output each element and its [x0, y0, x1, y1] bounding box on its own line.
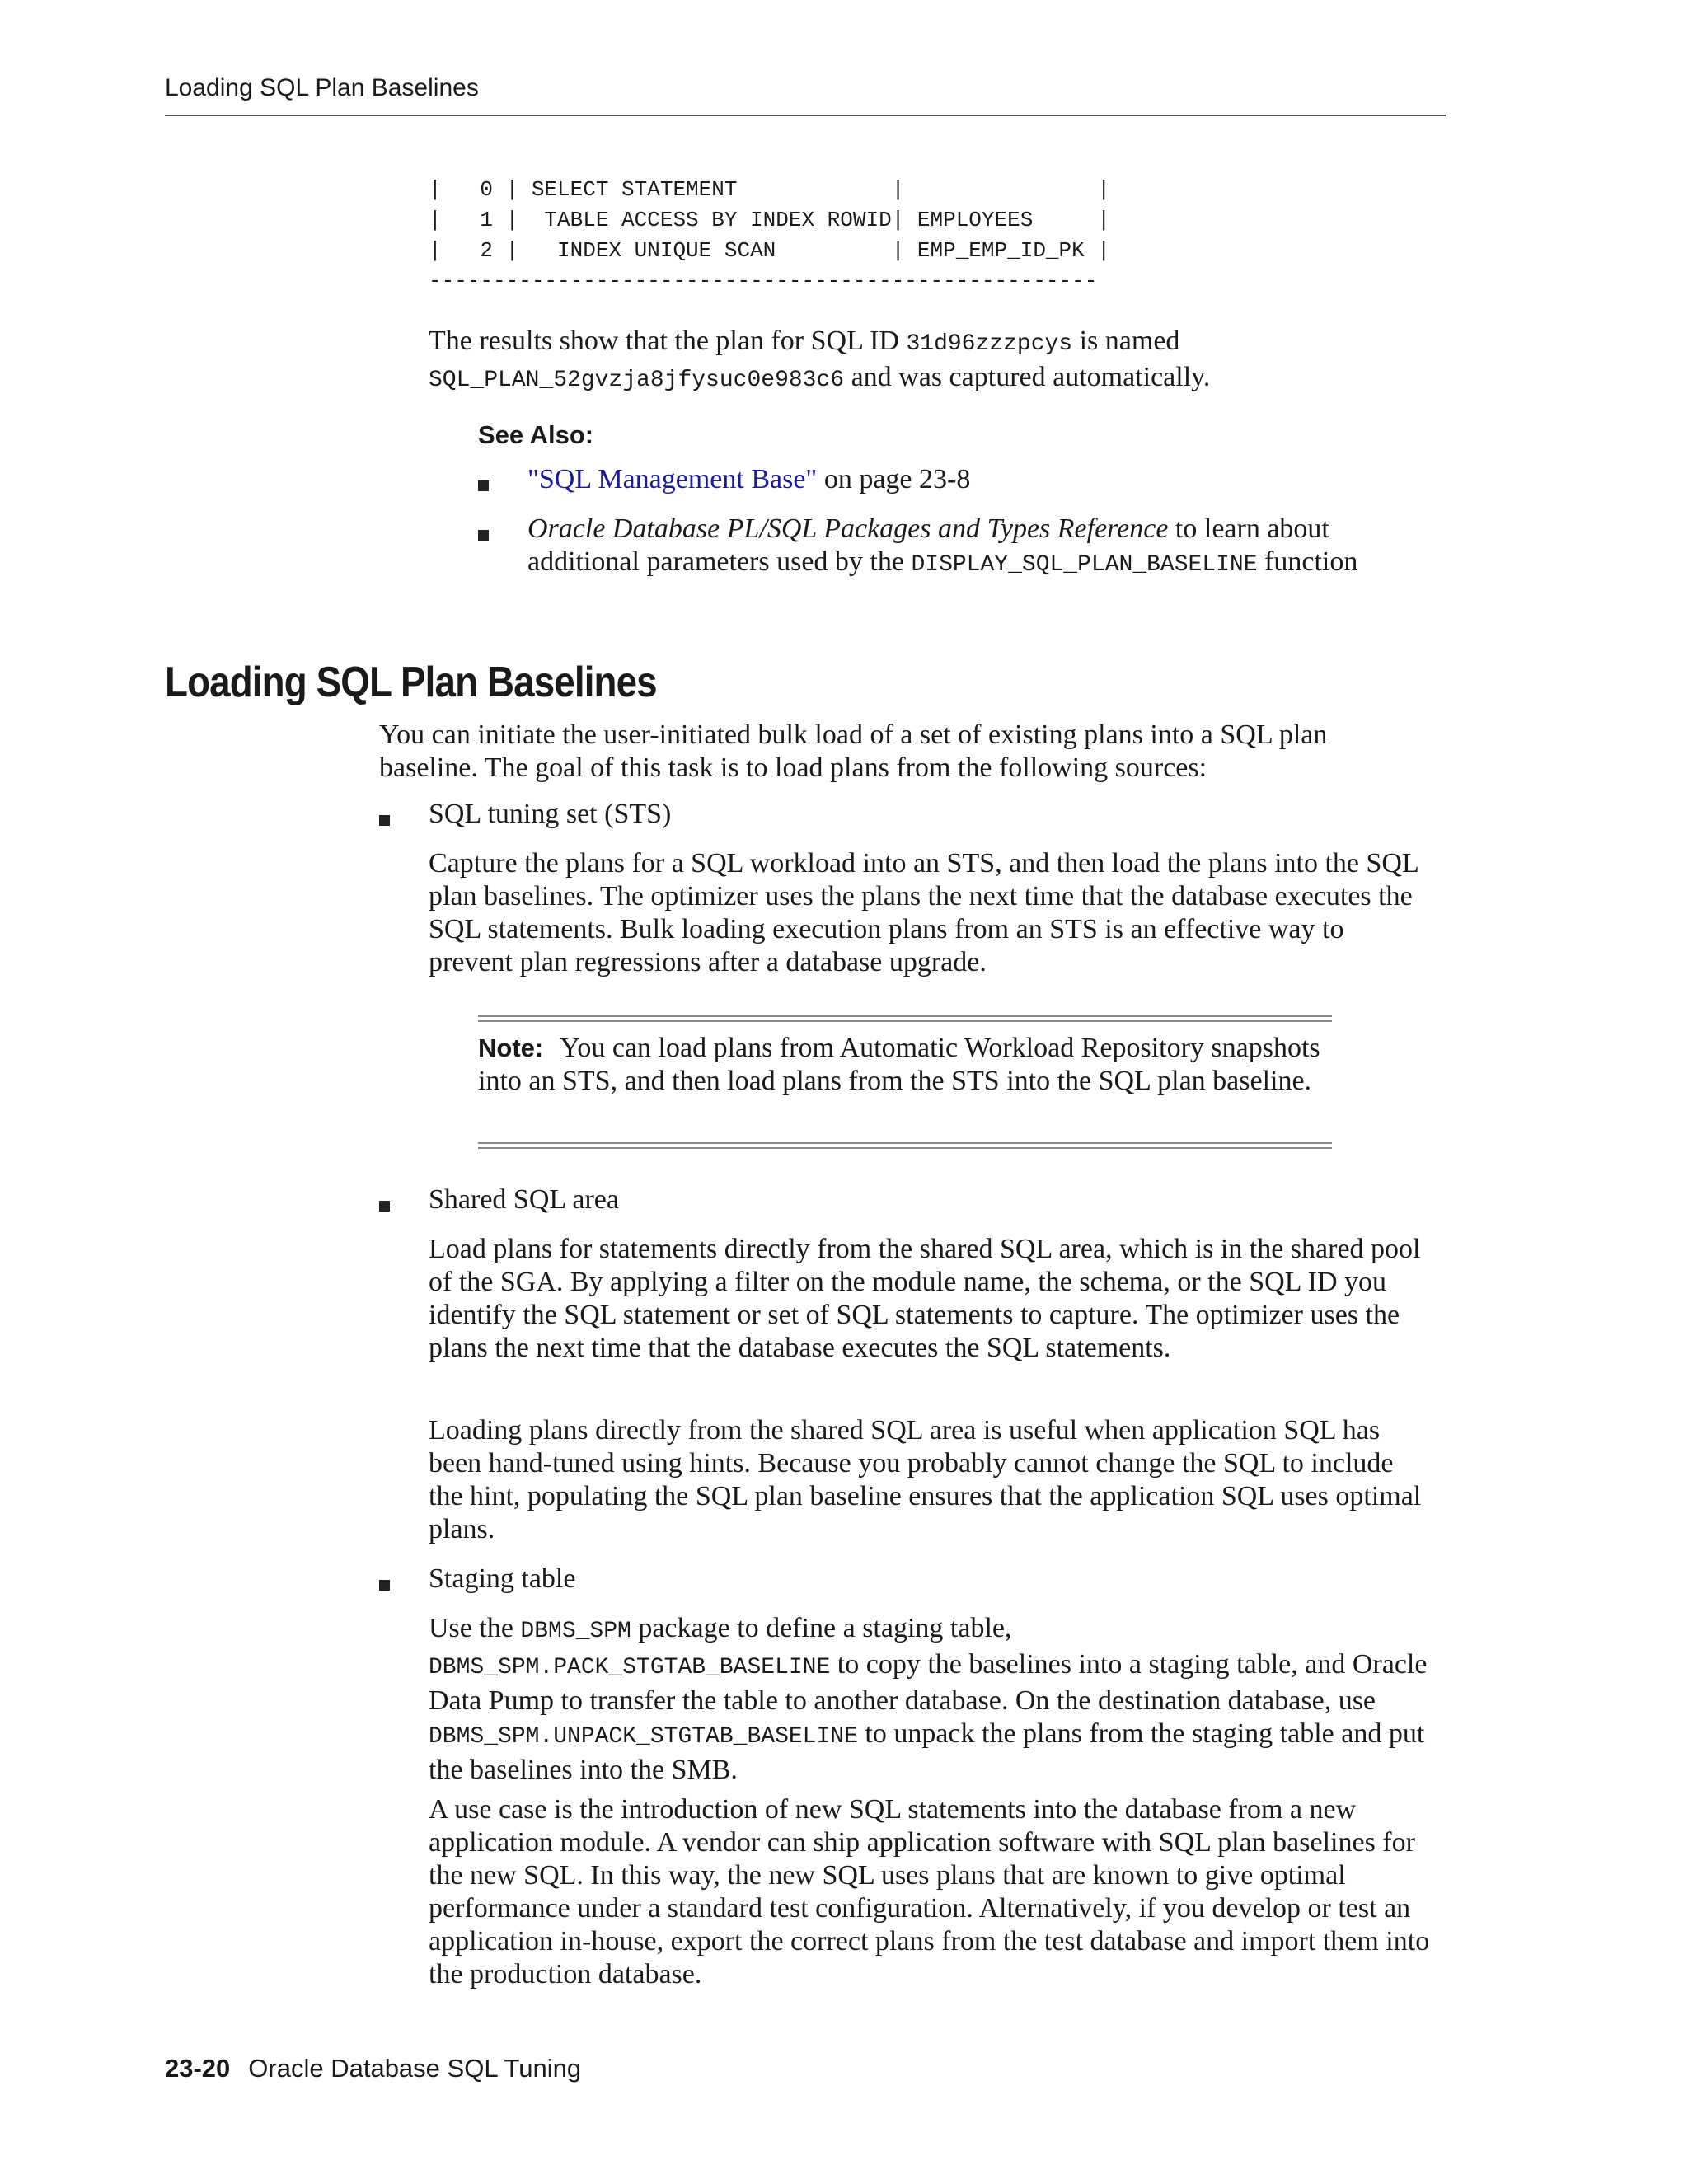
page-footer [165, 2054, 581, 2083]
staging-paragraph-2: A use case is the introduction of new SQL statements into the database from a new application module. A vendor can ship application software with SQL plan baselines for the new SQL. In this way, the new SQL uses plans that are known to give optimal performance under a standard test configuration. Alternatively, if you develop or test an application in-house, export the correct plans from the test database and import them into the production database. [429, 1794, 1430, 1990]
note-box [478, 1032, 1327, 1098]
execution-plan-table [429, 175, 1110, 297]
note-bottom-rule [478, 1142, 1332, 1149]
sql-management-base-link[interactable]: "SQL Management Base" [528, 464, 818, 494]
bullet-icon [379, 815, 390, 826]
plan-separator: ---------------------------------------------------- [429, 269, 1098, 293]
book-title: Oracle Database SQL Tuning [248, 2054, 582, 2083]
list-item-title: Staging table [429, 1563, 576, 1594]
note-label: Note: [478, 1033, 544, 1062]
plan-row: | 0 | SELECT STATEMENT | | [429, 177, 1110, 202]
sts-paragraph: Capture the plans for a SQL workload into an STS, and then load the plans into the SQL plan baselines. The optimizer uses the plans the next time that the database executes the SQL statements. Bulk loading execution plans from an STS is an effective way to prevent plan regressions after a database upgrade. [429, 848, 1418, 977]
plan-row: | 1 | TABLE ACCESS BY INDEX ROWID| EMPLOYEES | [429, 208, 1110, 232]
shared-paragraph-2: Loading plans directly from the shared SQL area is useful when application SQL has been hand-tuned using hints. Because you probably cannot change the SQL to include the hint, populating the SQL plan baseline ensures that the application SQL uses optimal plans. [429, 1415, 1422, 1544]
shared-paragraph-1: Load plans for statements directly from the shared SQL area, which is in the shared pool of the SGA. By applying a filter on the module name, the schema, or the SQL ID you identify the SQL statement or set of SQL statements to capture. The optimizer uses the plans the next time that the database executes the SQL statements. [429, 1234, 1421, 1363]
section-heading: Loading SQL Plan Baselines [165, 658, 657, 706]
list-item-title: Shared SQL area [429, 1184, 619, 1215]
note-top-rule [478, 1015, 1332, 1022]
see-also-item: Oracle Database PL/SQL Packages and Types Reference to learn about additional parameters used by the DISPLAY_SQL_PLAN_BASELINE function [528, 513, 1358, 578]
sql-id-code: 31d96zzzpcys [906, 331, 1073, 357]
note-text: You can load plans from Automatic Workload Repository snapshots into an STS, and then load plans from the STS into the SQL plan baseline. [478, 1033, 1320, 1096]
results-paragraph: The results show that the plan for SQL ID 31d96zzzpcys is named SQL_PLAN_52gvzja8jfysuc0e983c6 and was captured automatically. [429, 326, 1211, 393]
bullet-icon [478, 530, 489, 541]
running-header: Loading SQL Plan Baselines [165, 74, 479, 101]
plan-name-code: SQL_PLAN_52gvzja8jfysuc0e983c6 [429, 368, 845, 393]
see-also-heading: See Also: [478, 420, 594, 449]
bullet-icon [478, 480, 489, 491]
see-also-item: "SQL Management Base" on page 23-8 [528, 464, 971, 494]
bullet-icon [379, 1580, 390, 1591]
plan-row: | 2 | INDEX UNIQUE SCAN | EMP_EMP_ID_PK | [429, 238, 1110, 263]
list-item-title: SQL tuning set (STS) [429, 799, 672, 829]
page-number: 23-20 [165, 2054, 231, 2083]
bullet-icon [379, 1201, 390, 1212]
intro-paragraph: You can initiate the user-initiated bulk load of a set of existing plans into a SQL plan baseline. The goal of this task is to load plans from the following sources: [379, 719, 1328, 783]
header-rule [165, 115, 1446, 116]
staging-paragraph-1: Use the DBMS_SPM package to define a staging table, DBMS_SPM.PACK_STGTAB_BASELINE to copy the baselines into a staging table, and Oracle Data Pump to transfer the table to another database. On the destination database, use DBMS_SPM.UNPACK_STGTAB_BASELINE to unpack the plans from the staging table and put the baselines into the SMB. [429, 1613, 1428, 1785]
